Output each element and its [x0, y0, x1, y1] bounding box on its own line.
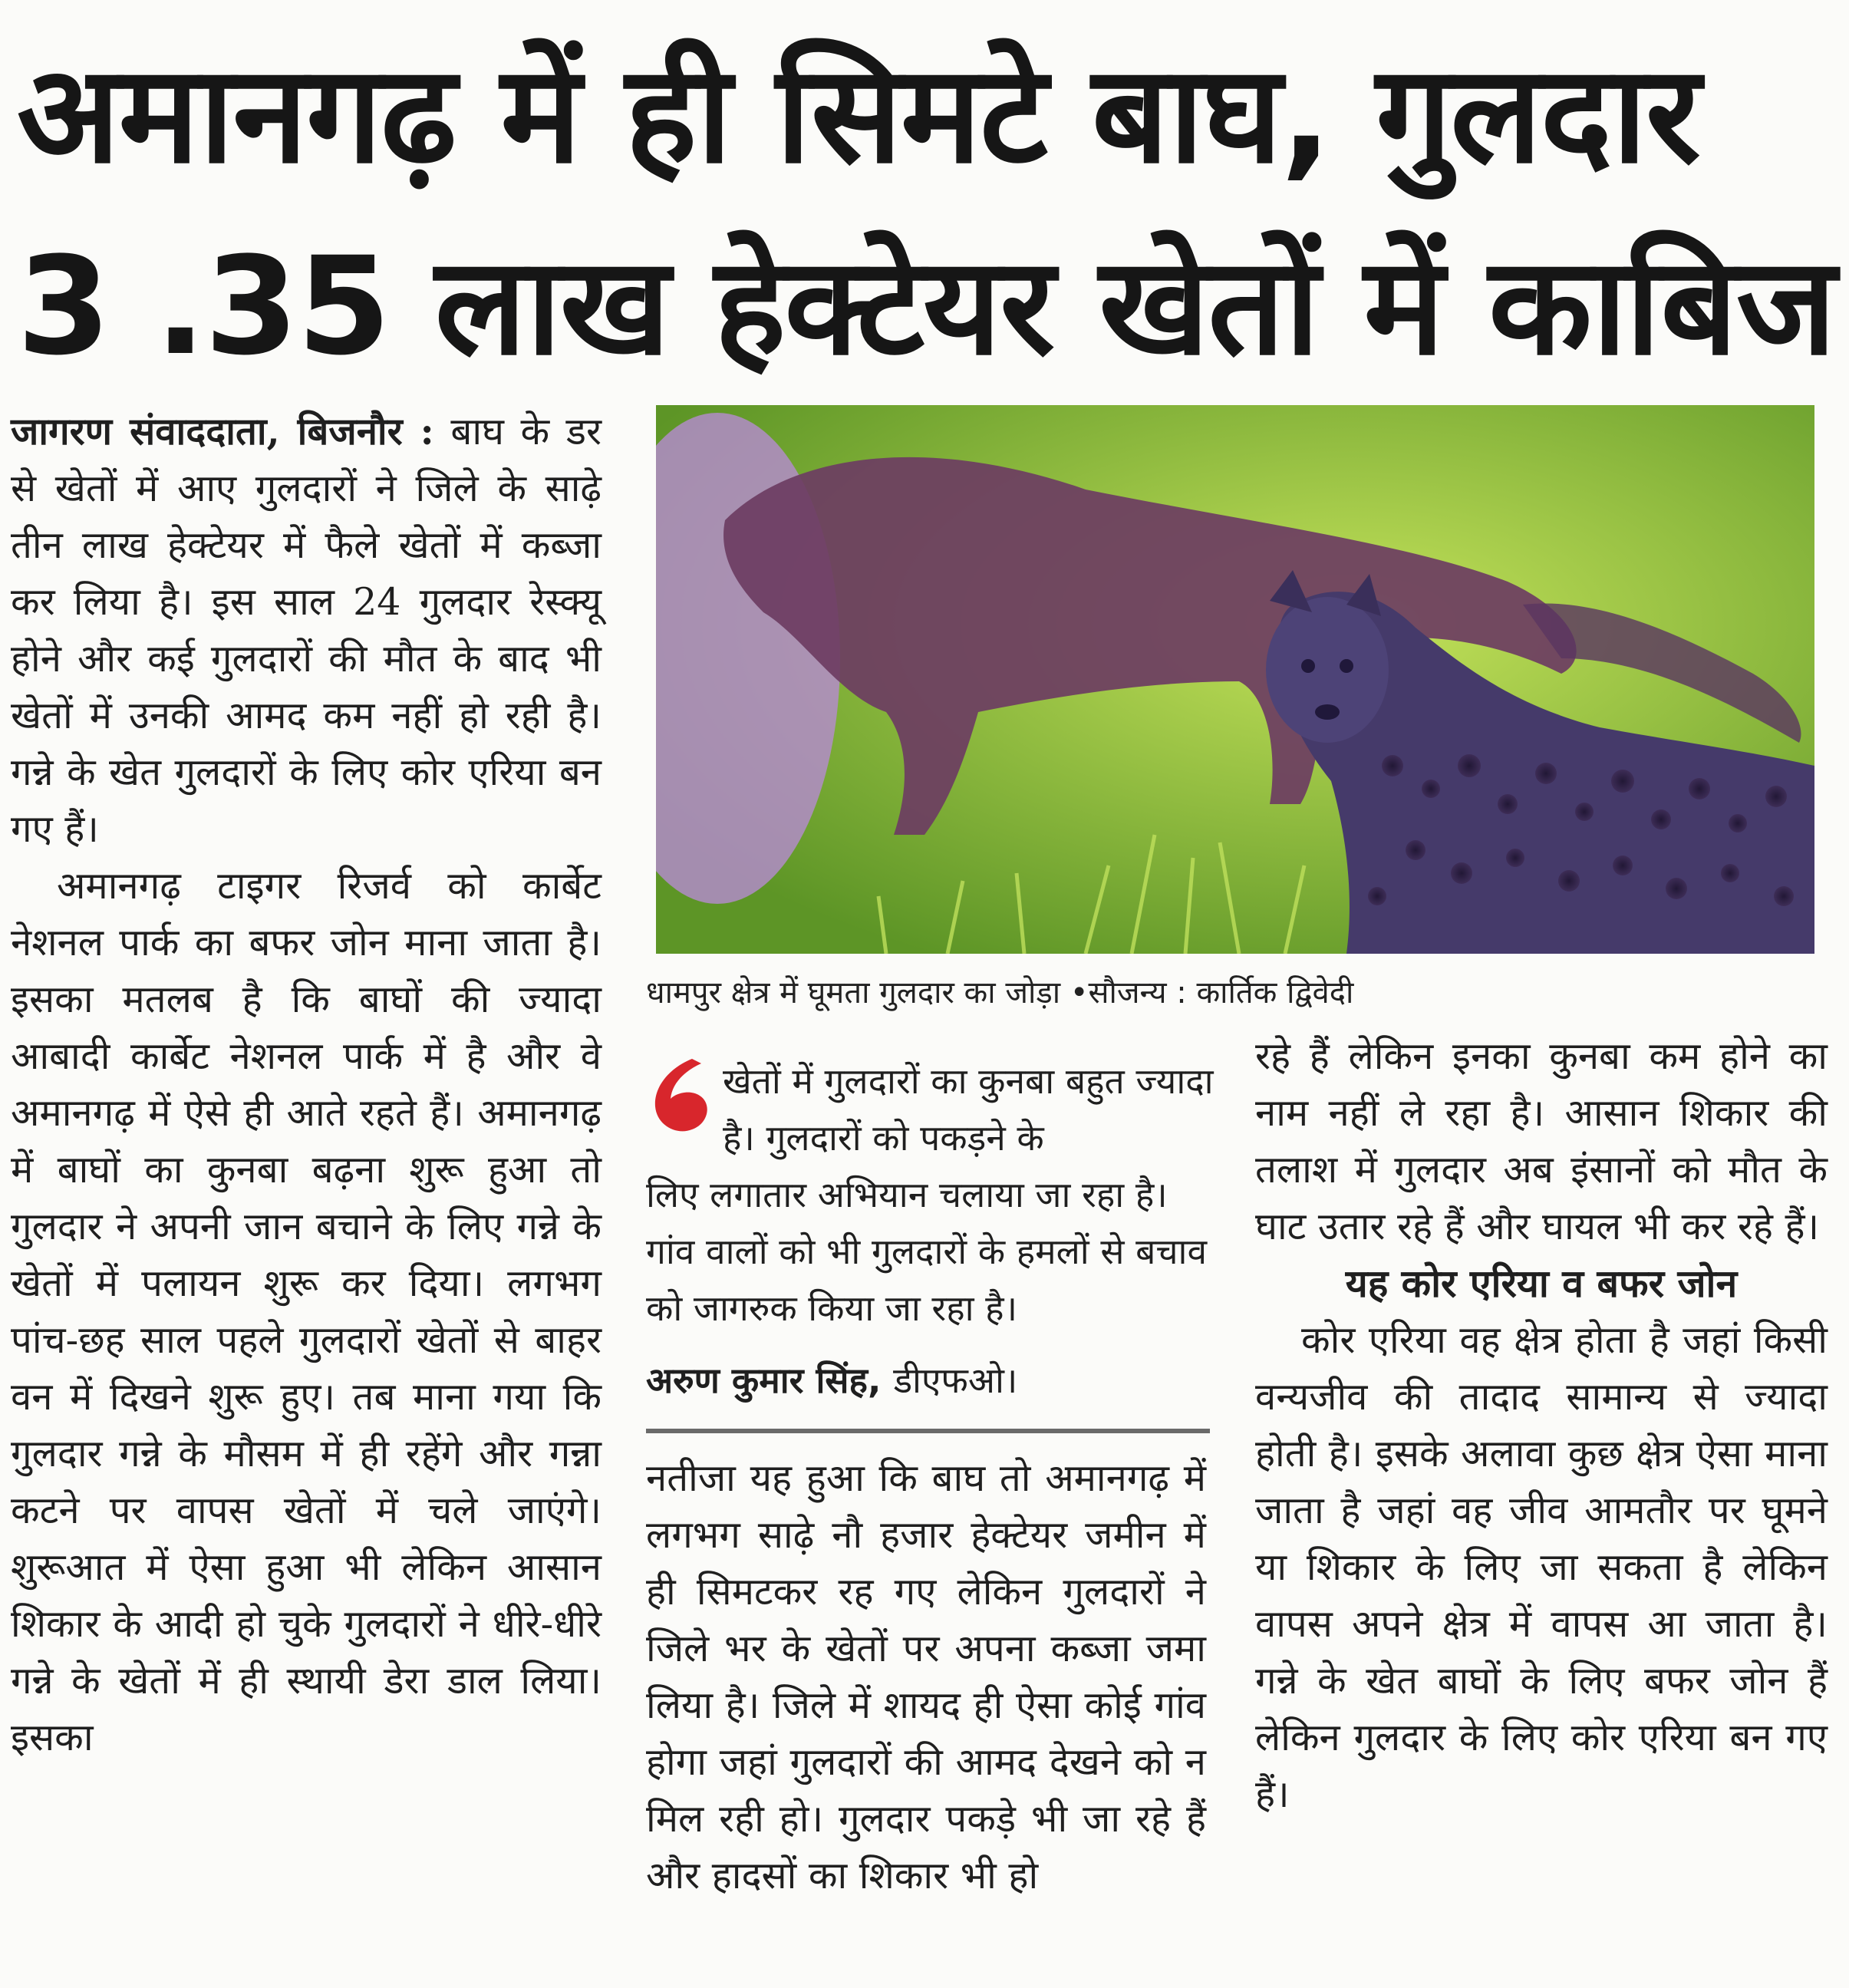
headline-line-1: अमानगढ़ में ही सिमटे बाघ, गुलदार	[17, 36, 1699, 193]
quote-text: खेतों में गुलदारों का कुनबा बहुत ज्यादा है। गुलदारों को पकड़ने के	[723, 1060, 1214, 1159]
quote-author-name: अरुण कुमार सिंह,	[646, 1360, 882, 1401]
photo-credit: सौजन्य : कार्तिक द्विवेदी	[1088, 975, 1354, 1010]
leopard-photo	[656, 405, 1814, 954]
article-paragraph: नतीजा यह हुआ कि बाघ तो अमानगढ़ में लगभग साढ़े नौ हजार हेक्टेयर जमीन में ही सिमटकर रह गए लेकिन गुलदारों ने जिले भर के खेतों पर अपना कब्जा जमा लिया है। जिले में शायद ही ऐसा कोई गांव होगा जहां गुलदारों की आमद देखने को न मिल रही हो। गुलदार पकड़े भी जा रहे हैं और हादसों का शिकार भी हो	[646, 1456, 1206, 1897]
article-text: बाघ के डर से खेतों में आए गुलदारों ने जिले के साढ़े तीन लाख हेक्टेयर में फैले खेतों में कब्जा कर लिया है। इस साल 24 गुलदार रेस्क्यू होने और कई गुलदारों की मौत के बाद भी खेतों में उनकी आमद कम नहीं हो रही है। गन्ने के खेत गुलदारों के लिए कोर एरिया बन गए हैं।	[11, 410, 602, 851]
caption-text: धामपुर क्षेत्र में घूमता गुलदार का जोड़ा	[646, 975, 1061, 1010]
article-column-1	[11, 403, 602, 1766]
article-paragraph	[11, 403, 602, 858]
quote-author	[646, 1352, 1218, 1409]
article-column-3	[1255, 1028, 1828, 1823]
photo-caption	[646, 970, 1843, 1016]
article-paragraph: कोर एरिया वह क्षेत्र होता है जहां किसी वन्यजीव की तादाद सामान्य से ज्यादा होती है। इसके अलावा कुछ क्षेत्र ऐसा माना जाता है जहां वह जीव आमतौर पर घूमने या शिकार के लिए जा सकता है लेकिन वापस अपने क्षेत्र में वापस आ जाता है। गन्ने के खेत बाघों के लिए बफर जोन हैं लेकिन गुलदार के लिए कोर एरिया बन गए हैं।	[1255, 1318, 1828, 1816]
subheading: यह कोर एरिया व बफर जोन	[1345, 1261, 1738, 1306]
quote-text-continued: लिए लगातार अभियान चलाया जा रहा है। गांव वालों को भी गुलदारों के हमलों से बचाव को जागरुक किया जा रहा है।	[646, 1174, 1208, 1329]
bullet-icon: •	[1070, 975, 1089, 1010]
article-paragraph: रहे हैं लेकिन इनका कुनबा कम होने का नाम नहीं ले रहा है। आसान शिकार की तलाश में गुलदार अब इंसानों को मौत के घाट उतार रहे हैं और घायल भी कर रहे हैं।	[1255, 1034, 1828, 1248]
quote-divider	[646, 1429, 1210, 1433]
quote-author-title: डीएफओ।	[893, 1360, 1018, 1401]
leopard-pair-illustration	[656, 405, 1814, 954]
article-paragraph: अमानगढ़ टाइगर रिजर्व को कार्बेट नेशनल पार्क का बफर जोन माना जाता है। इसका मतलब है कि बाघों की ज्यादा आबादी कार्बेट नेशनल पार्क में है और वे अमानगढ़ में ऐसे ही आते रहते हैं। अमानगढ़ में बाघों का कुनबा बढ़ना शुरू हुआ तो गुलदार ने अपनी जान बचाने के लिए गन्ने के खेतों में पलायन शुरू कर दिया। लगभग पांच-छह साल पहले गुलदारों खेतों से बाहर वन में दिखने शुरू हुए। तब माना गया कि गुलदार गन्ने के मौसम में ही रहेंगे और गन्ना कटने पर वापस खेतों में चले जाएंगे। शुरूआत में ऐसा हुआ भी लेकिन आसान शिकार के आदी हो चुके गुलदारों ने धीरे-धीरे गन्ने के खेतों में ही स्थायी डेरा डाल लिया। इसका	[11, 864, 602, 1759]
byline: जागरण संवाददाता, बिजनौर :	[11, 409, 434, 453]
quote-mark-icon	[646, 1053, 714, 1137]
article-column-2	[646, 1450, 1206, 1904]
headline-line-2: 3 .35 लाख हेक्टेयर खेतों में काबिज	[17, 228, 1835, 385]
